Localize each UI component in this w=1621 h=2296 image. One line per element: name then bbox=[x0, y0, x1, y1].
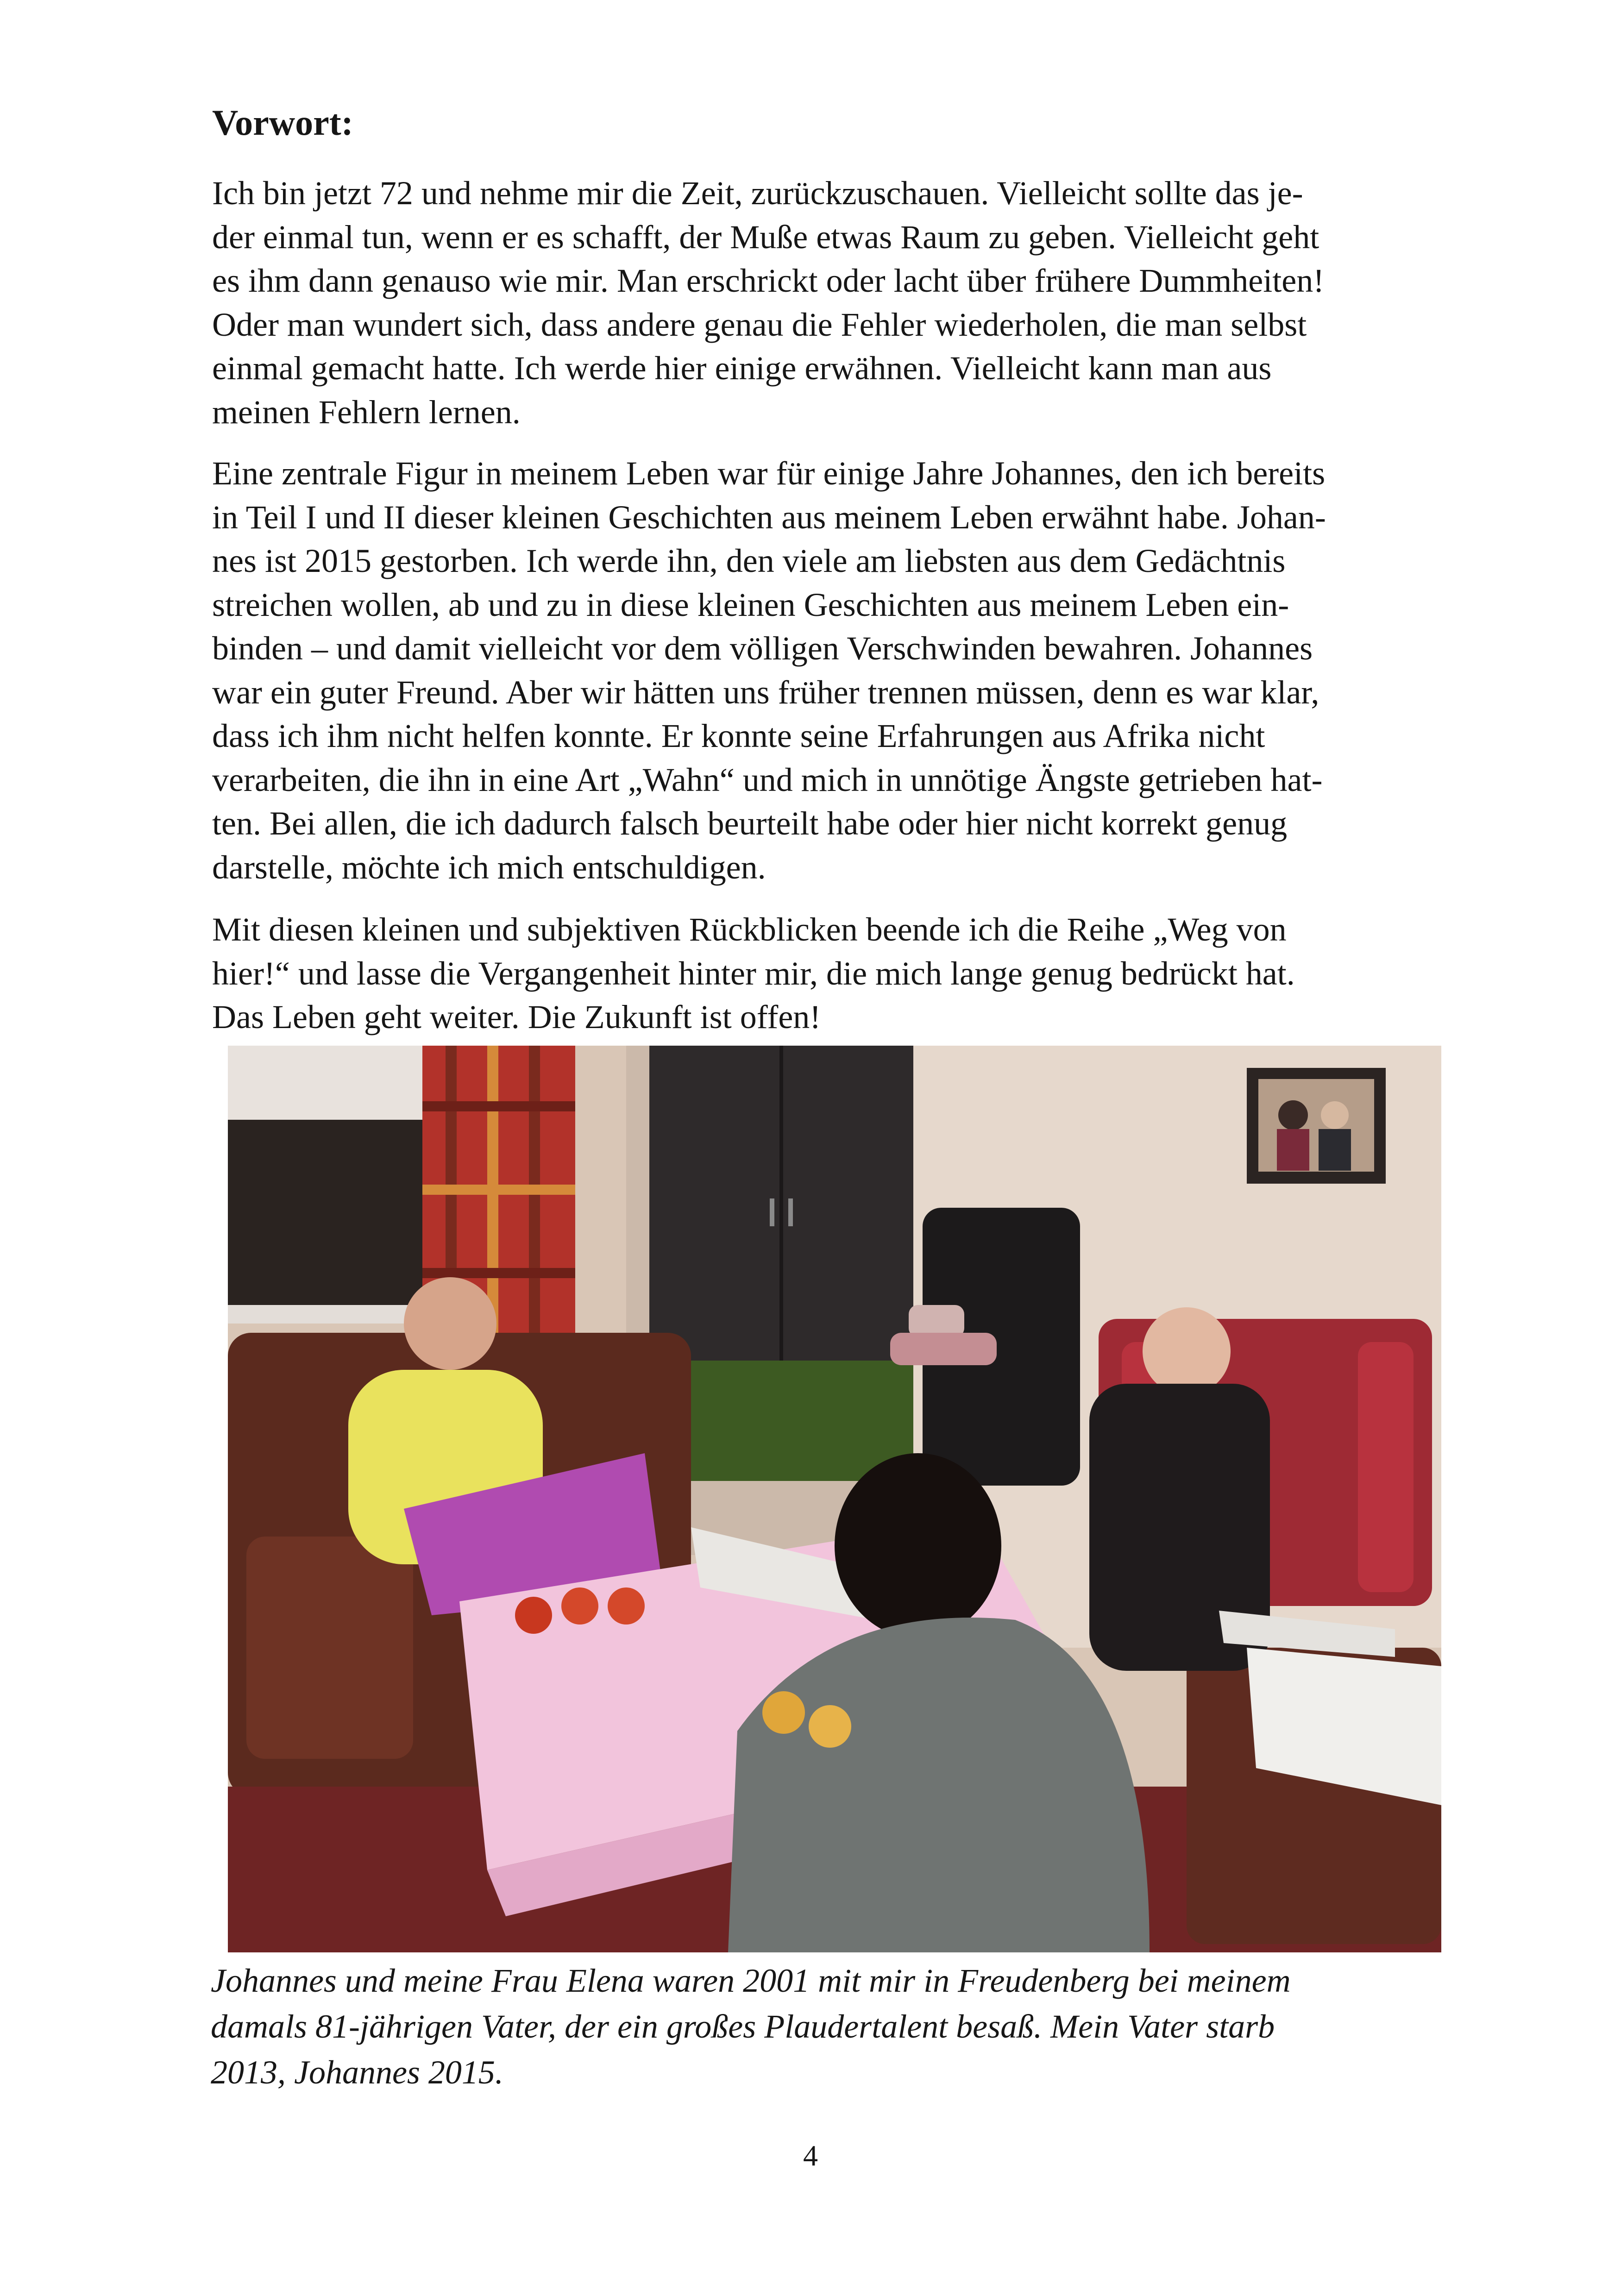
text-line: hier!“ und lasse die Vergangenheit hinter mir, die mich lange genug bedrückt hat. bbox=[212, 954, 1295, 992]
caption-line: damals 81-jährigen Vater, der ein großes Plaudertalent besaß. Mein Vater starb bbox=[211, 2008, 1275, 2045]
text-line: Eine zentrale Figur in meinem Leben war für einige Jahre Johannes, den ich bereits bbox=[212, 455, 1326, 492]
text-line: ten. Bei allen, die ich dadurch falsch beurteilt habe oder hier nicht korrekt genug bbox=[212, 805, 1288, 842]
text-line: einmal gemacht hatte. Ich werde hier einige erwähnen. Vielleicht kann man aus bbox=[212, 350, 1272, 387]
section-heading: Vorwort: bbox=[212, 102, 353, 143]
text-line: Das Leben geht weiter. Die Zukunft ist offen! bbox=[212, 998, 821, 1035]
text-line: binden – und damit vielleicht vor dem völligen Verschwinden bewahren. Johannes bbox=[212, 630, 1313, 667]
text-line: Oder man wundert sich, dass andere genau die Fehler wiederholen, die man selbst bbox=[212, 306, 1307, 343]
text-line: streichen wollen, ab und zu in diese kleinen Geschichten aus meinem Leben ein- bbox=[212, 586, 1289, 623]
caption-line: 2013, Johannes 2015. bbox=[211, 2054, 503, 2091]
text-line: dass ich ihm nicht helfen konnte. Er konnte seine Erfahrungen aus Afrika nicht bbox=[212, 717, 1265, 754]
text-line: meinen Fehlern lernen. bbox=[212, 393, 521, 431]
text-line: verarbeiten, die ihn in eine Art „Wahn“ und mich in unnötige Ängste getrieben hat- bbox=[212, 761, 1323, 798]
caption-line: Johannes und meine Frau Elena waren 2001 mit mir in Freudenberg bei meinem bbox=[211, 1962, 1291, 1999]
text-line: Ich bin jetzt 72 und nehme mir die Zeit, zurückzuschauen. Vielleicht sollte das je- bbox=[212, 175, 1303, 212]
text-line: es ihm dann genauso wie mir. Man erschrickt oder lacht über frühere Dummheiten! bbox=[212, 262, 1325, 299]
paragraph-1 bbox=[212, 171, 1463, 434]
text-line: nes ist 2015 gestorben. Ich werde ihn, den viele am liebsten aus dem Gedächtnis bbox=[212, 542, 1286, 579]
photo-caption bbox=[211, 1958, 1470, 2095]
text-line: der einmal tun, wenn er es schafft, der Muße etwas Raum zu geben. Vielleicht geht bbox=[212, 218, 1319, 256]
text-line: war ein guter Freund. Aber wir hätten uns früher trennen müssen, denn es war klar, bbox=[212, 673, 1319, 711]
text-line: darstelle, möchte ich mich entschuldigen. bbox=[212, 848, 766, 886]
paragraph-2 bbox=[212, 452, 1463, 889]
family-photo bbox=[228, 1046, 1441, 1952]
text-line: in Teil I und II dieser kleinen Geschichten aus meinem Leben erwähnt habe. Johan- bbox=[212, 498, 1326, 536]
page-number: 4 bbox=[803, 2139, 818, 2172]
text-line: Mit diesen kleinen und subjektiven Rückblicken beende ich die Reihe „Weg von bbox=[212, 911, 1287, 948]
paragraph-3 bbox=[212, 908, 1463, 1039]
